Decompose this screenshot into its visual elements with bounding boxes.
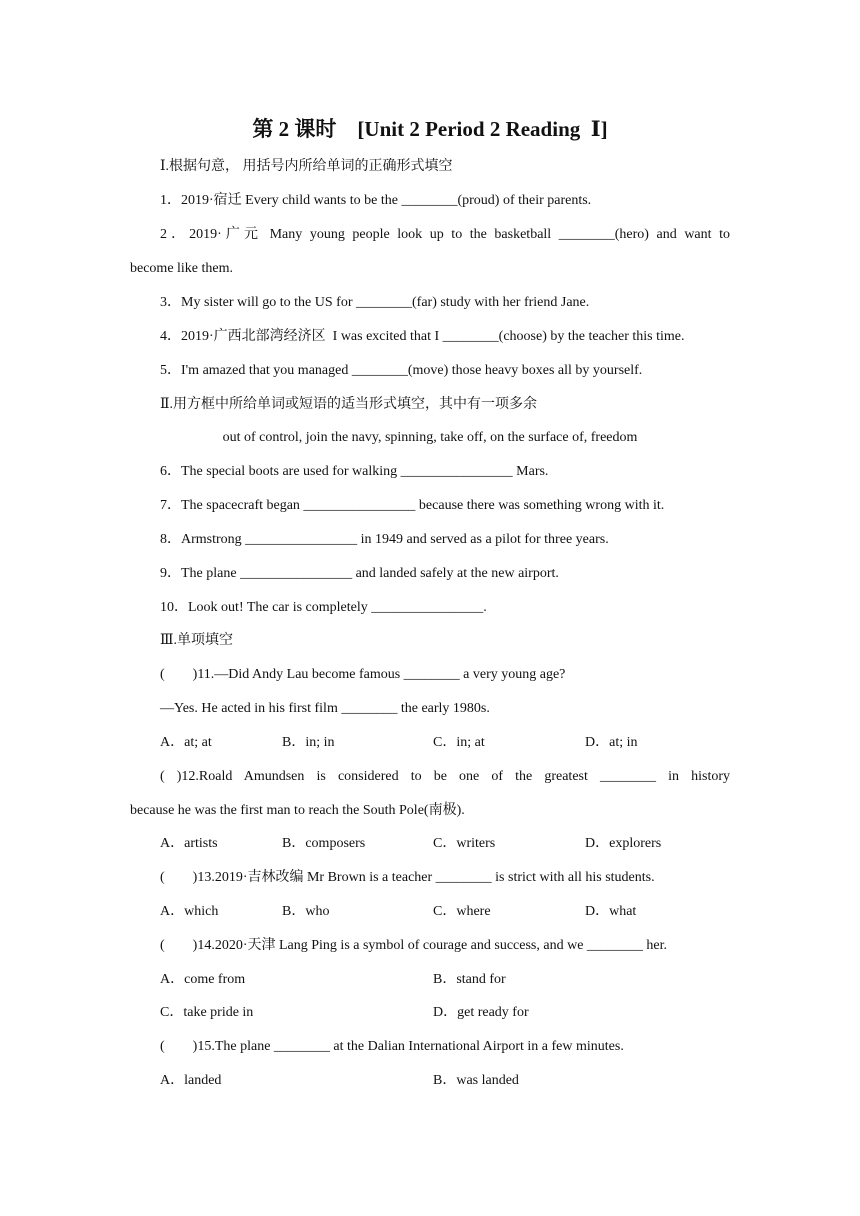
page-title: 第 2 课时 [Unit 2 Period 2 Reading Ⅰ] (252, 117, 608, 141)
question-7: 7．The spacecraft began ________________ because there was something wrong with it. (160, 498, 665, 513)
question-11-options (160, 733, 760, 753)
option-d: D．what (585, 904, 637, 919)
section-2-heading: Ⅱ.用方框中所给单词或短语的适当形式填空，其中有一项多余 (160, 397, 538, 412)
question-3: 3．My sister will go to the US for ________(far) study with her friend Jane. (160, 295, 590, 310)
question-13-options (160, 902, 760, 922)
option-a: A．landed (160, 1073, 222, 1088)
option-c: C．take pride in (160, 1005, 254, 1020)
option-d: D．get ready for (433, 1005, 529, 1020)
question-1: 1．2019·宿迁 Every child wants to be the ________(proud) of their parents. (160, 193, 592, 208)
question-15-stem: ( )15.The plane ________ at the Dalian International Airport in a few minutes. (160, 1039, 624, 1054)
question-2-line-1: 2．2019·广元 Many young people look up to the basketball ________(hero) and want to (160, 227, 730, 242)
option-b: B．composers (282, 836, 366, 851)
option-a: A．which (160, 904, 219, 919)
question-2-line-2: become like them. (130, 261, 234, 276)
option-d: D．at; in (585, 735, 638, 750)
option-a: A．come from (160, 972, 246, 987)
question-14-options-row-1 (160, 970, 760, 990)
option-a: A．at; at (160, 735, 212, 750)
section-3-heading: Ⅲ.单项填空 (160, 633, 234, 648)
option-b: B．who (282, 904, 330, 919)
option-b: B．stand for (433, 972, 506, 987)
question-9: 9．The plane ________________ and landed safely at the new airport. (160, 566, 559, 581)
word-box: out of control, join the navy, spinning, take off, on the surface of, freedom (222, 430, 638, 445)
question-8: 8．Armstrong ________________ in 1949 and served as a pilot for three years. (160, 532, 609, 547)
option-d: D．explorers (585, 836, 662, 851)
option-c: C．where (433, 904, 491, 919)
question-15-options (160, 1071, 760, 1091)
option-b: B．was landed (433, 1073, 519, 1088)
question-13-stem: ( )13.2019·吉林改编 Mr Brown is a teacher ________ is strict with all his students. (160, 870, 655, 885)
section-1-heading: Ⅰ.根据句意， 用括号内所给单词的正确形式填空 (160, 159, 453, 174)
question-14-options-row-2 (160, 1003, 760, 1023)
question-11-stem: ( )11.—Did Andy Lau become famous ________ a very young age? (160, 667, 566, 682)
question-14-stem: ( )14.2020·天津 Lang Ping is a symbol of courage and success, and we ________ her. (160, 938, 668, 953)
question-4: 4．2019·广西北部湾经济区 I was excited that I ________(choose) by the teacher this time. (160, 329, 685, 344)
question-12-options (160, 834, 760, 854)
question-12-stem-line-1: ( )12.Roald Amundsen is considered to be one of the greatest ________ in history (160, 769, 730, 784)
question-6: 6．The special boots are used for walking ________________ Mars. (160, 464, 549, 479)
question-11-stem-2: —Yes. He acted in his first film ________ the early 1980s. (160, 701, 490, 716)
question-10: 10．Look out! The car is completely ________________. (160, 600, 487, 615)
question-5: 5．I'm amazed that you managed ________(move) those heavy boxes all by yourself. (160, 363, 643, 378)
option-c: C．in; at (433, 735, 485, 750)
option-a: A．artists (160, 836, 218, 851)
option-b: B．in; in (282, 735, 335, 750)
option-c: C．writers (433, 836, 496, 851)
question-12-stem-line-2: because he was the first man to reach the South Pole(南极). (130, 803, 465, 818)
